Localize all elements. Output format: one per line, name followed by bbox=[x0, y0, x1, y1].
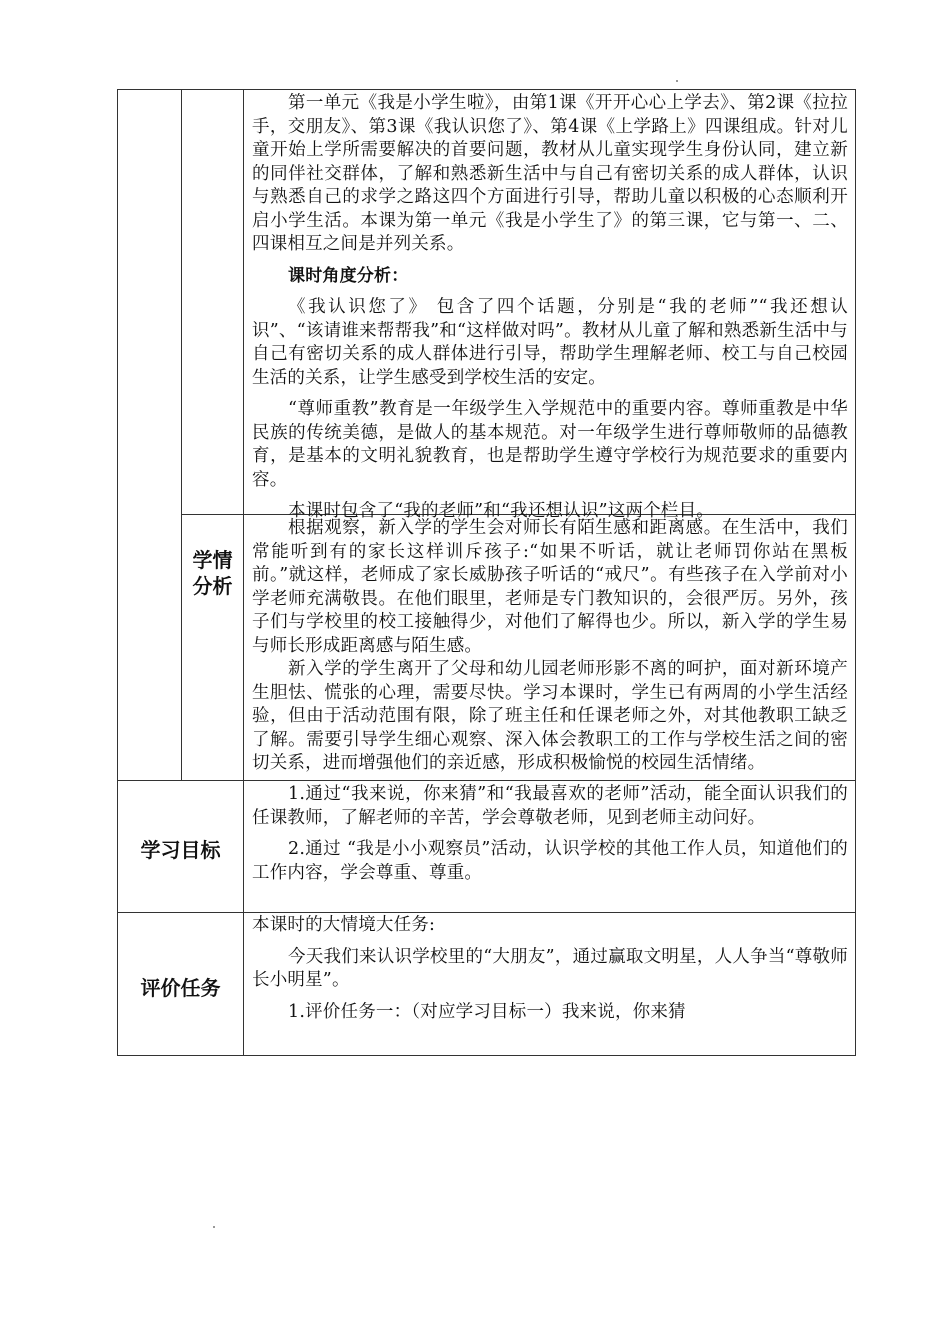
evaluation-scenario: 今天我们来认识学校里的“大朋友”，通过赢取文明星，人人争当“尊敬师长小明星”。 bbox=[252, 946, 848, 990]
unit-overview-paragraph: 第一单元《我是小学生啦》，由第1课《开开心心上学去》、第2课《拉拉手，交朋友》、第3课《我认识您了》、第4课《上学路上》四课组成。针对儿童开始上学所需要解决的首要问题，教材从儿童实现学生身份认同，建立新的同伴社交群体，了解和熟悉新生活中与自己有密切关系的成人群体，认识与熟悉自己的求学之路这四个方面进行引导，帮助儿童以积极的心态顺利开启小学生活。本课为第一单元《我是小学生了》的第三课，它与第一、二、四课相互之间是并列关系。 bbox=[252, 93, 848, 254]
inner-column-divider bbox=[181, 89, 182, 781]
student-observation-paragraph: 根据观察，新入学的学生会对师长有陌生感和距离感。在生活中，我们常能听到有的家长这样训斥孩子:“如果不听话，就让老师罚你站在黑板前。”就这样，老师成了家长威胁孩子听话的“戒尺”。有些孩子在入学前对小学老师充满敬畏。在他们眼里，老师是专门教知识的，会很严厉。另外，孩子们与学校里的校工接触得少，对他们了解得也少。所以，新入学的学生易与师长形成距离感与陌生感。 bbox=[252, 518, 848, 656]
row-divider-goals bbox=[117, 780, 856, 781]
learning-goals-cell bbox=[252, 783, 848, 885]
table-left-border bbox=[117, 89, 118, 1056]
learning-goal-2: 2.通过 “我是小小观察员”活动，认识学校的其他工作人员，知道他们的工作内容，学会尊重、尊重。 bbox=[252, 839, 848, 883]
evaluation-intro: 本课时的大情境大任务: bbox=[252, 915, 436, 935]
row-divider-evaluation bbox=[117, 912, 856, 913]
learning-goal-1: 1.通过“我来说，你来猜”和“我最喜欢的老师”活动，能全面认识我们的任课教师，了解老师的辛苦，学会尊敬老师，见到老师主动问好。 bbox=[252, 784, 848, 828]
table-top-border bbox=[117, 89, 856, 90]
lesson-topics-paragraph: 《我认识您了》 包含了四个话题，分别是“我的老师”“我还想认识”、“该请谁来帮帮我”和“这样做对吗”。教材从儿童了解和熟悉新生活中与自己有密切关系的成人群体进行引导，帮助学生理解老师、校工与自己校园生活的关系，让学生感受到学校生活的安定。 bbox=[252, 297, 848, 388]
student-analysis-label-line2: 分析 bbox=[192, 574, 233, 598]
evaluation-label: 评价任务 bbox=[140, 976, 221, 1000]
evaluation-cell bbox=[252, 914, 848, 1024]
student-adjustment-paragraph: 新入学的学生离开了父母和幼儿园老师形影不离的呵护，面对新环境产生胆怯、慌张的心理，需要尽快。学习本课时，学生已有两周的小学生活经验，但由于活动范围有限，除了班主任和任课老师之外，对其他教职工缺乏了解。需要引导学生细心观察、深入体会教职工的工作与学校生活之间的密切关系，进而增强他们的亲近感，形成积极愉悦的校园生活情绪。 bbox=[252, 659, 848, 773]
unit-analysis-cell bbox=[252, 92, 848, 524]
table-bottom-border bbox=[117, 1055, 856, 1056]
page-mark-bottom bbox=[213, 1226, 215, 1228]
student-analysis-cell bbox=[252, 517, 848, 776]
student-analysis-label-line1: 学情 bbox=[192, 548, 233, 572]
lesson-analysis-heading: 课时角度分析： bbox=[288, 265, 409, 286]
learning-goals-label: 学习目标 bbox=[140, 838, 221, 862]
evaluation-task-1: 1.评价任务一：（对应学习目标一）我来说，你来猜 bbox=[288, 1001, 686, 1022]
respect-teachers-paragraph: “尊师重教”教育是一年级学生入学规范中的重要内容。尊师重教是中华民族的传统美德，是做人的基本规范。对一年级学生进行尊师敬师的品德教育，是基本的文明礼貌教育，也是帮助学生遵守学校行为规范要求的重要内容。 bbox=[252, 399, 848, 490]
table-right-border bbox=[855, 89, 856, 1056]
student-analysis-label bbox=[182, 547, 243, 599]
content-column-divider bbox=[243, 89, 244, 1056]
lesson-columns-paragraph: 本课时包含了“我的老师”和“我还想认识”这两个栏目。 bbox=[288, 501, 714, 521]
page-mark-top bbox=[676, 80, 678, 82]
